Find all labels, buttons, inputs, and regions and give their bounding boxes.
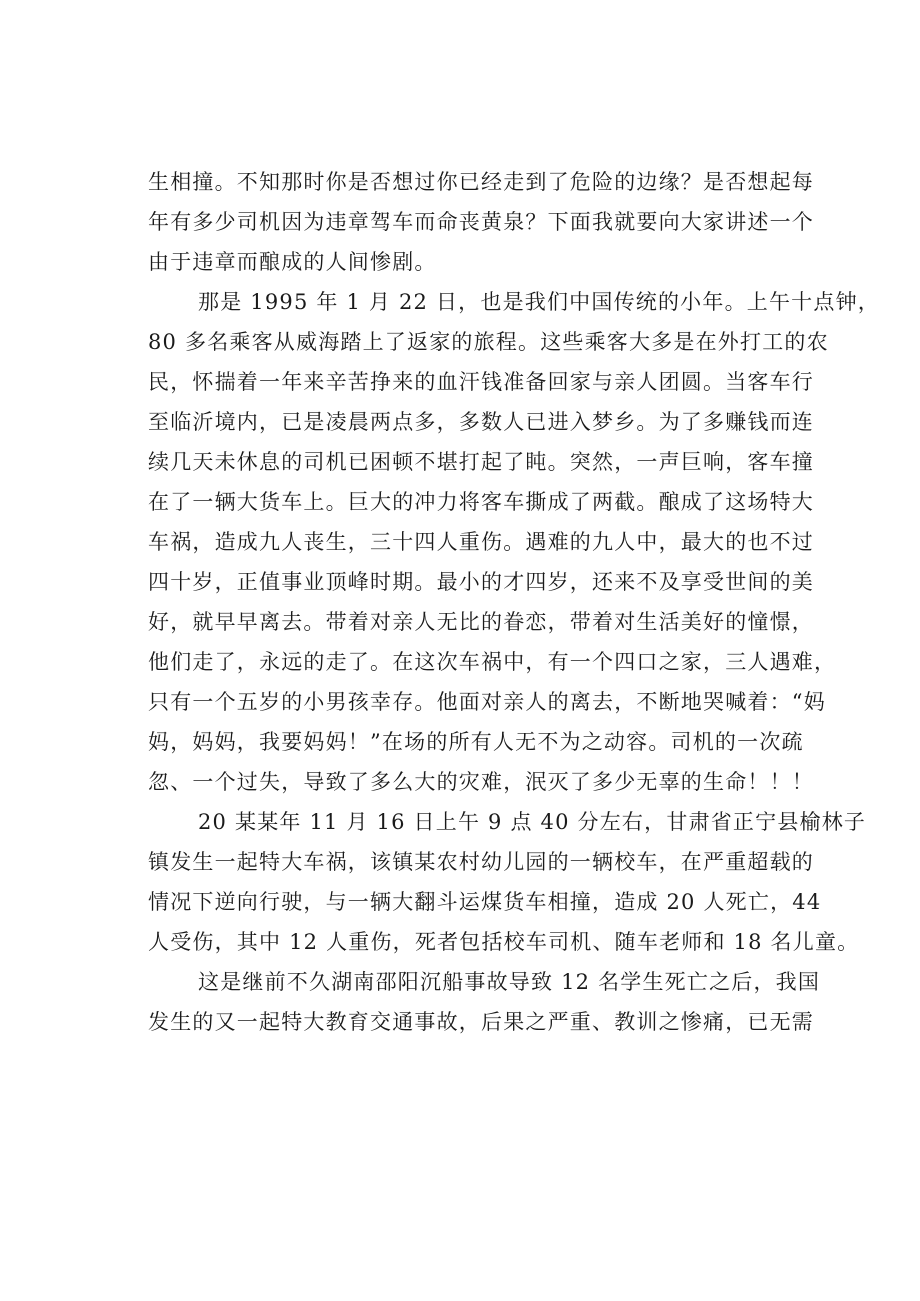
text-line: 由于违章而酿成的人间惨剧。 <box>148 250 437 274</box>
text-line: 镇发生一起特大车祸，该镇某农村幼儿园的一辆校车，在严重超载的 <box>148 850 814 874</box>
text-line: 80 多名乘客从威海踏上了返家的旅程。这些乘客大多是在外打工的农 <box>148 330 829 354</box>
body-text <box>148 162 880 1042</box>
paragraph-start-line: 20 某某年 11 月 16 日上午 9 点 40 分左右，甘肃省正宁县榆林子 <box>198 810 867 834</box>
text-line: 好，就早早离去。带着对亲人无比的眷恋，带着对生活美好的憧憬， <box>148 610 814 634</box>
text-line: 忽、一个过失，导致了多么大的灾难，泯灭了多少无辜的生命！！！ <box>148 770 814 794</box>
text-line: 年有多少司机因为违章驾车而命丧黄泉？下面我就要向大家讲述一个 <box>148 210 814 234</box>
text-line: 民，怀揣着一年来辛苦挣来的血汗钱准备回家与亲人团圆。当客车行 <box>148 370 814 394</box>
text-line: 至临沂境内，已是凌晨两点多，多数人已进入梦乡。为了多赚钱而连 <box>148 410 814 434</box>
text-line: 情况下逆向行驶，与一辆大翻斗运煤货车相撞，造成 20 人死亡，44 <box>148 890 822 914</box>
text-line: 只有一个五岁的小男孩幸存。他面对亲人的离去，不断地哭喊着：“妈 <box>148 690 826 714</box>
text-line: 续几天未休息的司机已困顿不堪打起了盹。突然，一声巨响，客车撞 <box>148 450 814 474</box>
text-line: 人受伤，其中 12 人重伤，死者包括校车司机、随车老师和 18 名儿童。 <box>148 930 860 954</box>
text-line: 发生的又一起特大教育交通事故，后果之严重、教训之惨痛，已无需 <box>148 1010 814 1034</box>
paragraph-start-line: 那是 1995 年 1 月 22 日，也是我们中国传统的小年。上午十点钟， <box>198 290 880 314</box>
text-line: 在了一辆大货车上。巨大的冲力将客车撕成了两截。酿成了这场特大 <box>148 490 814 514</box>
text-line: 四十岁，正值事业顶峰时期。最小的才四岁，还来不及享受世间的美 <box>148 570 814 594</box>
paragraph-start-line: 这是继前不久湖南邵阳沉船事故导致 12 名学生死亡之后，我国 <box>198 970 821 994</box>
text-line: 车祸，造成九人丧生，三十四人重伤。遇难的九人中，最大的也不过 <box>148 530 814 554</box>
text-line: 妈，妈妈，我要妈妈！”在场的所有人无不为之动容。司机的一次疏 <box>148 730 804 754</box>
text-line: 他们走了，永远的走了。在这次车祸中，有一个四口之家，三人遇难， <box>148 650 837 674</box>
text-line: 生相撞。不知那时你是否想过你已经走到了危险的边缘？是否想起每 <box>148 170 814 194</box>
